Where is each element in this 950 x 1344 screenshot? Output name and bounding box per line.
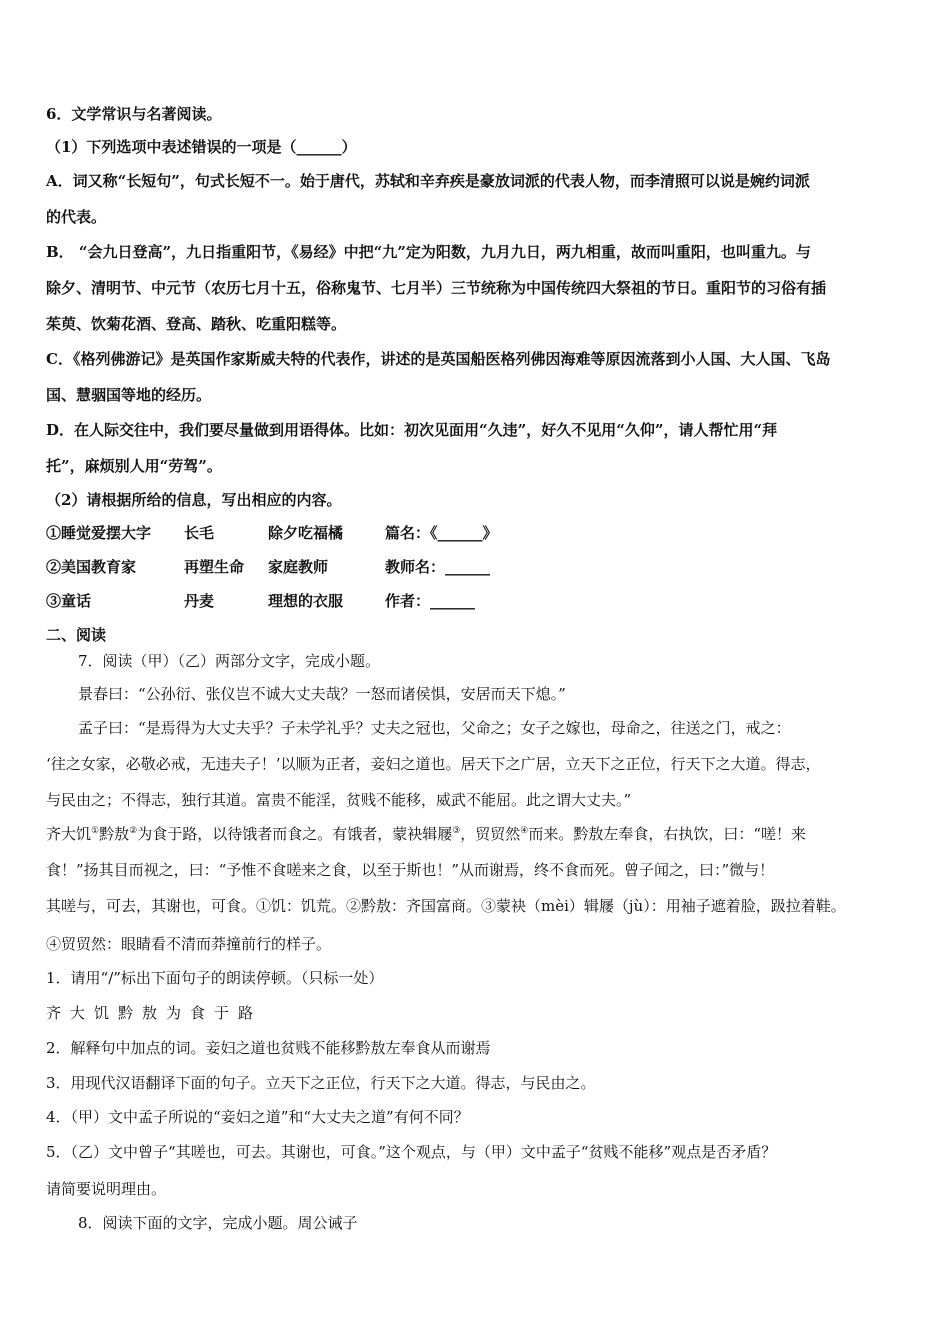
q6-option-b-line3: 茱萸、饮菊花酒、登高、踏秋、吃重阳糕等。 (46, 315, 347, 333)
q7-jia-line1: 景春曰：“公孙衍、张仪岂不诚大丈夫哉？一怒而诸侯惧，安居而天下熄。” (78, 685, 566, 703)
footnote-mark: ② (129, 826, 138, 836)
table-cell: 丹麦 (184, 592, 215, 610)
q7-subquestion-2: 2．解释句中加点的词。妾妇之道也贫贱不能移黔敖左奉食从而谢焉 (46, 1039, 491, 1057)
q7-yi-line3: 其嗟与，可去，其谢也，可食。①饥：饥荒。②黔敖：齐国富商。③蒙袂（mèi）辑屦（jù）：用袖子遮着脸，趿拉着鞋。 (46, 897, 846, 915)
q6-option-d-line2: 托”，麻烦别人用“劳驾”。 (46, 457, 222, 475)
text-run: 黔敖 (99, 825, 130, 843)
table-cell: 作者：______ (385, 592, 476, 610)
q6-title: 6．文学常识与名著阅读。 (46, 105, 222, 123)
q7-jia-line4: 与民由之；不得志，独行其道。富贵不能淫，贫贱不能移，威武不能屈。此之谓大丈夫。” (46, 791, 632, 809)
q7-jia-line3: ‘往之女家，必敬必戒，无违夫子！’以顺为正者，妾妇之道也。居天下之广居，立天下之正位，行天下之大道。得志， (46, 755, 821, 773)
q6-option-a-line2: 的代表。 (46, 208, 107, 226)
q8-intro: 8．阅读下面的文字，完成小题。周公诫子 (78, 1214, 358, 1232)
text-run: 而来。黔敖左奉食，右执饮，曰：“嗟！来 (528, 825, 807, 843)
text-run: ，贸贸然 (460, 825, 521, 843)
table-cell: 除夕吃福橘 (268, 524, 344, 542)
q7-intro: 7．阅读（甲）（乙）两部分文字，完成小题。 (78, 652, 381, 670)
q7-yi-line4: ④贸贸然：眼睛看不清而莽撞前行的样子。 (46, 935, 332, 953)
q7-yi-line2: 食！”扬其目而视之，曰：“予惟不食嗟来之食，以至于斯也！”从而谢焉，终不食而死。曾子闻之，曰：”微与！ (46, 861, 775, 879)
q6-option-d-line1: D．在人际交往中，我们要尽量做到用语得体。比如：初次见面用“久违”，好久不见用“久仰”，请人帮忙用“拜 (46, 421, 778, 439)
q7-subquestion-4: 4．（甲）文中孟子所说的“妾妇之道”和“大丈夫之道”有何不同？ (46, 1108, 469, 1126)
q7-jia-line2: 孟子曰：“是焉得为大丈夫乎？子未学礼乎？丈夫之冠也，父命之；女子之嫁也，母命之，往送之门，戒之： (78, 719, 791, 737)
table-cell: 篇名：《______》 (385, 524, 498, 542)
q6-option-b-line2: 除夕、清明节、中元节（农历七月十五，俗称鬼节、七月半）三节统称为中国传统四大祭祖的节日。重阳节的习俗有插 (46, 279, 827, 297)
table-cell: 教师名：______ (385, 558, 491, 576)
q7-subquestion-5-line1: 5．（乙）文中曾子“其嗟也，可去。其谢也，可食。”这个观点，与（甲）文中孟子“贫贱不能移”观点是否矛盾？ (46, 1143, 777, 1161)
table-cell: 长毛 (184, 524, 215, 542)
q6-option-c-line1: C．《格列佛游记》是英国作家斯威夫特的代表作，讲述的是英国船医格列佛因海难等原因流落到小人国、大人国、飞岛 (46, 350, 831, 368)
table-cell: ①睡觉爱摆大字 (46, 524, 152, 542)
table-cell: 再塑生命 (184, 558, 245, 576)
q6-sub1: （1）下列选项中表述错误的一项是（______） (46, 138, 357, 156)
footnote-mark: ① (91, 826, 100, 836)
text-run: 为食于路，以待饿者而食之。有饿者，蒙袂辑屦 (137, 825, 453, 843)
q6-option-b-line1: B． “会九日登高”，九日指重阳节，《易经》中把“九”定为阳数，九月九日，两九相重，故而叫重阳，也叫重九。与 (46, 243, 811, 261)
table-cell: 理想的衣服 (268, 592, 344, 610)
q7-subquestion-3: 3．用现代汉语翻译下面的句子。立天下之正位，行天下之大道。得志，与民由之。 (46, 1074, 596, 1092)
q6-option-a-line1: A．词又称“长短句”，句式长短不一。始于唐代，苏轼和辛弃疾是豪放词派的代表人物，而李清照可以说是婉约词派 (46, 172, 810, 190)
footnote-mark: ③ (452, 826, 461, 836)
q6-option-c-line2: 国、慧骃国等地的经历。 (46, 386, 212, 404)
table-cell: ②美国教育家 (46, 558, 137, 576)
q6-sub2: （2）请根据所给的信息，写出相应的内容。 (46, 491, 342, 509)
section-title: 二、阅读 (46, 626, 107, 644)
text-run: 齐大饥 (46, 825, 92, 843)
table-cell: 家庭教师 (268, 558, 329, 576)
q7-pause-sentence: 齐大饥黔敖为食于路 (46, 1004, 263, 1022)
q7-subquestion-1: 1．请用“/”标出下面句子的朗读停顿。（只标一处） (46, 969, 384, 987)
q7-yi-line1 (46, 824, 806, 844)
q7-subquestion-5-line2: 请简要说明理由。 (46, 1180, 167, 1198)
footnote-mark: ④ (520, 826, 529, 836)
table-cell: ③童话 (46, 592, 92, 610)
